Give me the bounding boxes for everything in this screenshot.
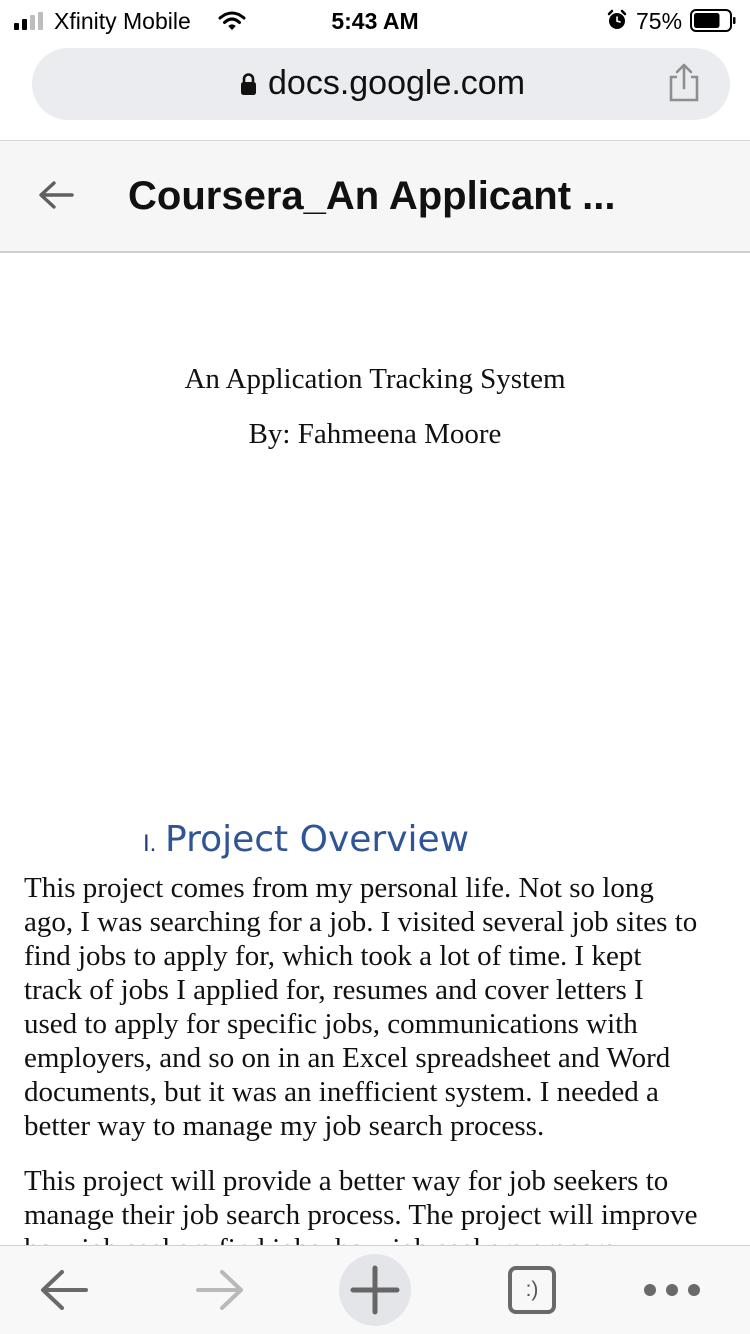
- document-title: An Application Tracking System: [184, 363, 566, 395]
- plus-icon: [339, 1254, 411, 1326]
- paragraph-line: find jobs to apply for, which took a lot of time. I kept: [24, 940, 642, 972]
- carrier-name: Xfinity Mobile: [54, 8, 191, 34]
- alarm-icon: [606, 9, 628, 31]
- url-text[interactable]: docs.google.com: [268, 64, 526, 102]
- document-body[interactable]: [0, 255, 750, 1245]
- paragraph-line: ago, I was searching for a job. I visited several job sites to: [24, 906, 698, 938]
- status-time: 5:43 AM: [331, 8, 419, 34]
- document-byline: By: Fahmeena Moore: [248, 418, 502, 450]
- paragraph-line: employers, and so on in an Excel spreadsheet and Word: [24, 1042, 671, 1074]
- battery-icon: [690, 9, 736, 32]
- more-icon[interactable]: [640, 1272, 704, 1308]
- paragraph-line: documents, but it was an inefficient system. I needed a: [24, 1076, 659, 1108]
- tabs-button[interactable]: :): [508, 1266, 556, 1314]
- section-heading: Project Overview: [165, 819, 470, 860]
- doc-title: Coursera_An Applicant ...: [128, 174, 616, 218]
- section-number: I.: [143, 830, 157, 857]
- new-tab-button[interactable]: [339, 1254, 411, 1326]
- battery-percent: 75%: [636, 8, 683, 34]
- back-arrow-icon[interactable]: [36, 1262, 92, 1318]
- status-bar: [0, 0, 750, 40]
- lock-icon: [240, 72, 257, 96]
- back-arrow-icon[interactable]: [36, 175, 76, 215]
- paragraph-line: This project comes from my personal life. Not so long: [24, 872, 654, 904]
- paragraph-line: used to apply for specific jobs, communications with: [24, 1008, 638, 1040]
- paragraph-1: [24, 871, 730, 1143]
- share-icon[interactable]: [666, 62, 702, 102]
- paragraph-line: This project will provide a better way for job seekers to: [24, 1165, 669, 1197]
- paragraph-line: manage their job search process. The project will improve: [24, 1199, 698, 1231]
- forward-arrow-icon[interactable]: [192, 1262, 248, 1318]
- paragraph-line: better way to manage my job search process.: [24, 1110, 545, 1142]
- paragraph-line: track of jobs I applied for, resumes and cover letters I: [24, 974, 644, 1006]
